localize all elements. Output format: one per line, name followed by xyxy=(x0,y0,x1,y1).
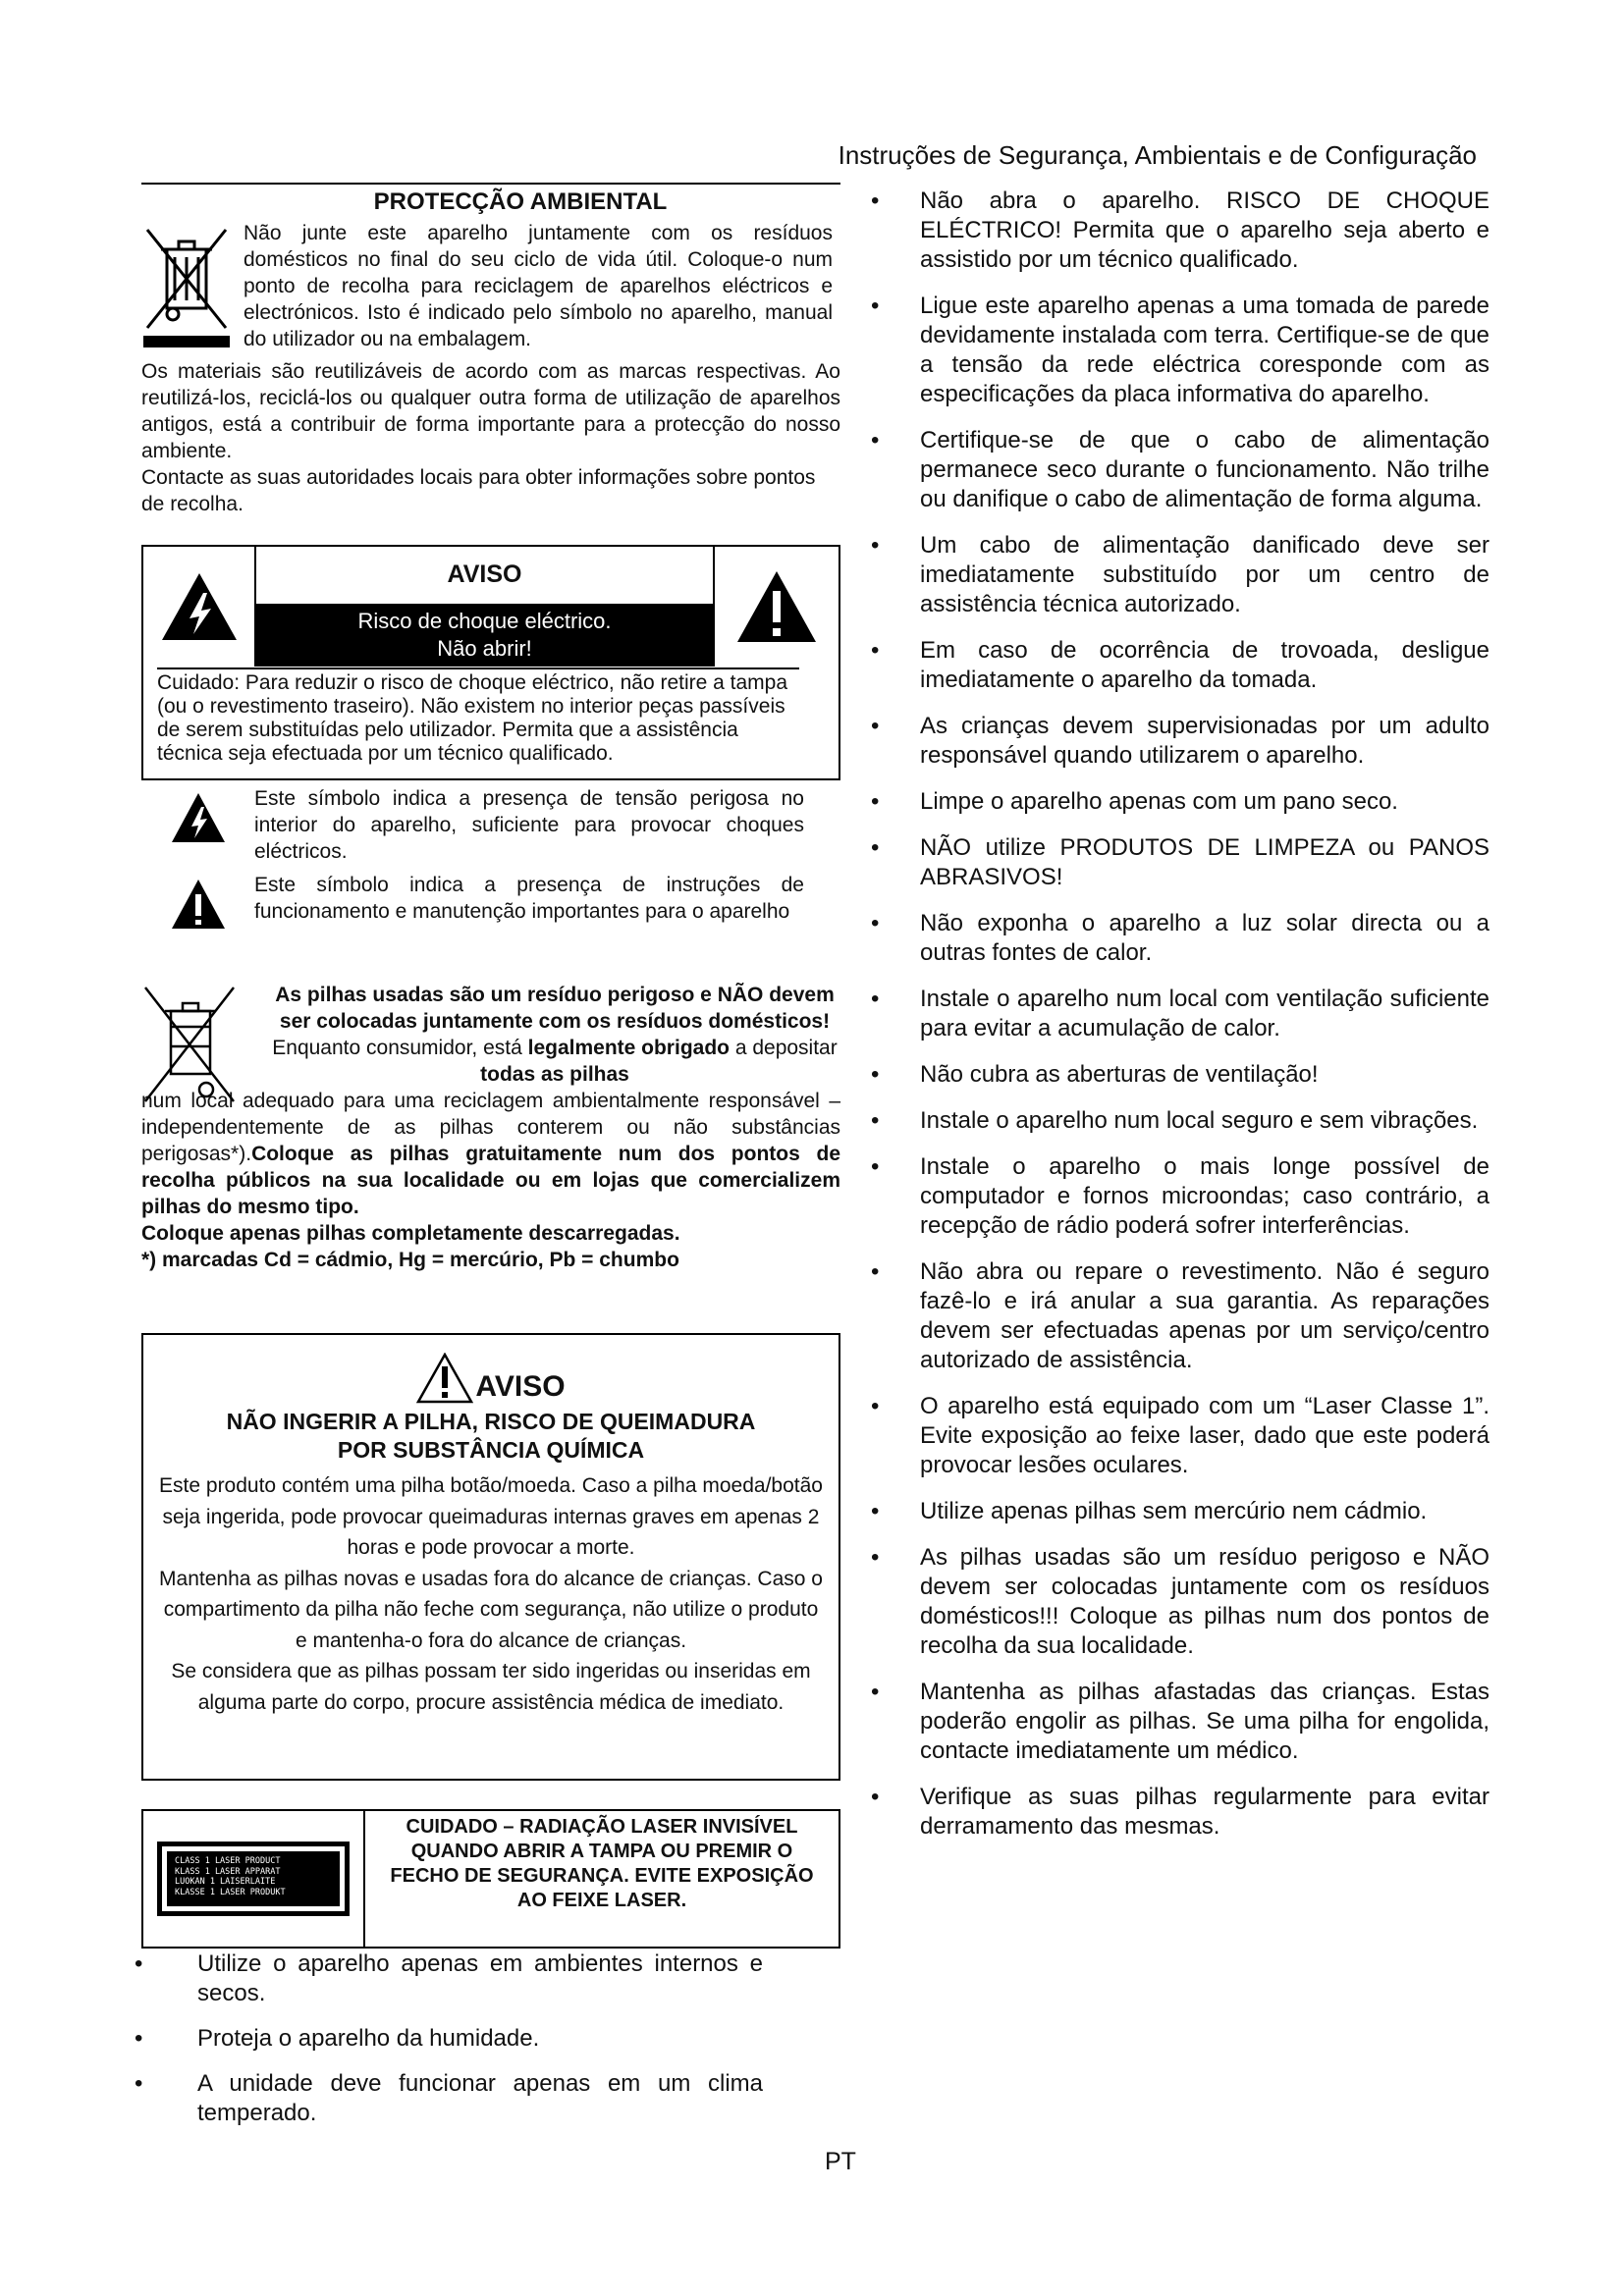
list-item-text: Ligue este aparelho apenas a uma tomada de parede devidamente instalada com terra. Certifique-se de que a tensão da rede eléctrica coresponde com as especificações da placa informativa do aparelho. xyxy=(920,293,1489,407)
lightning-symbol-cell xyxy=(143,547,256,667)
coin-warning-body xyxy=(143,1470,839,1718)
list-item-text: NÃO utilize PRODUTOS DE LIMPEZA ou PANOS ABRASIVOS! xyxy=(920,834,1489,890)
battery-bold-3: todas as pilhas xyxy=(480,1063,629,1086)
list-item xyxy=(871,909,1489,968)
battery-disposal-text xyxy=(141,982,840,1273)
laser-class-label xyxy=(157,1842,350,1916)
bullet-mark: • xyxy=(871,1153,880,1180)
bullet-mark: • xyxy=(871,187,880,214)
page-language-label: PT xyxy=(825,2148,856,2175)
laser-warning-text: CUIDADO – RADIAÇÃO LASER INVISÍVEL QUANDO ABRIR A TAMPA OU PREMIR O FECHO DE SEGURANÇA. EVITE EXPOSIÇÃO AO FEIXE LASER. xyxy=(390,1816,814,1911)
coin-battery-warning-box xyxy=(141,1333,840,1781)
list-item xyxy=(135,2024,763,2054)
crossed-bin-icon xyxy=(141,982,238,1107)
list-item-text: O aparelho está equipado com um “Laser Classe 1”. Evite exposição ao feixe laser, dado que este poderá provocar lesões oculares. xyxy=(920,1393,1489,1478)
lightning-symbol-cell-small xyxy=(141,785,254,865)
exclamation-warning-icon xyxy=(170,878,227,931)
lightning-symbol-row xyxy=(141,785,829,865)
list-item-text: Instale o aparelho num local com ventilação suficiente para evitar a acumulação de calor. xyxy=(920,986,1489,1041)
environment-paragraph-2: Os materiais são reutilizáveis de acordo com as marcas respectivas. Ao reutilizá-los, reciclá-los ou qualquer outra forma de utilização de aparelhos antigos, está a contribuir de forma importante para a protecção do nosso ambiente. xyxy=(141,360,840,462)
coin-warning-body-2: Mantenha as pilhas novas e usadas fora do alcance de crianças. Caso o compartimento da pilha não feche com segurança, não utilize o produto e mantenha-o fora do alcance de crianças. xyxy=(159,1567,823,1652)
crossed-bin-icon xyxy=(141,220,232,349)
exclamation-symbol-text: Este símbolo indica a presença de instruções de funcionamento e manutenção importantes para o aparelho xyxy=(254,874,804,923)
environment-title: PROTECÇÃO AMBIENTAL xyxy=(373,188,668,215)
laser-warning-box xyxy=(141,1809,840,1949)
bullet-mark: • xyxy=(135,2025,143,2052)
list-item-text: Utilize o aparelho apenas em ambientes internos e secos. xyxy=(197,1950,763,2006)
battery-bold-1: As pilhas usadas são um resíduo perigoso e NÃO devem ser colocadas juntamente com os resíduos domésticos! xyxy=(275,984,835,1033)
bullet-mark: • xyxy=(871,788,880,815)
bullet-mark: • xyxy=(871,1107,880,1134)
list-item-text: As crianças devem supervisionadas por um adulto responsável quando utilizarem o aparelho. xyxy=(920,713,1489,769)
exclamation-symbol-row xyxy=(141,872,829,931)
environment-weee-row xyxy=(141,220,840,352)
lightning-symbol-text: Este símbolo indica a presença de tensão perigosa no interior do aparelho, suficiente para provocar choques eléctricos. xyxy=(254,787,804,863)
list-item-text: Não cubra as aberturas de ventilação! xyxy=(920,1061,1319,1088)
bullet-mark: • xyxy=(871,1393,880,1419)
bullet-mark: • xyxy=(871,986,880,1012)
list-item xyxy=(871,426,1489,514)
environment-section xyxy=(141,183,840,517)
shock-warning-box xyxy=(141,545,840,780)
aviso-title: AVISO xyxy=(447,561,522,588)
list-item xyxy=(135,2069,763,2128)
bullet-mark: • xyxy=(871,1544,880,1571)
bullet-mark: • xyxy=(871,1061,880,1088)
shock-risk-line-2: Não abrir! xyxy=(437,636,532,661)
list-item xyxy=(871,531,1489,619)
list-item xyxy=(871,1392,1489,1480)
bullet-mark: • xyxy=(871,532,880,559)
bullet-mark: • xyxy=(871,713,880,739)
left-bullet-list xyxy=(135,1949,763,2144)
environment-paragraph-1: Não junte este aparelho juntamente com os resíduos domésticos no final do seu ciclo de vida útil. Coloque-o num ponto de recolha para reciclagem de aparelhos eléctricos e electrónicos. Isto é indicado pelo símbolo no aparelho, manual do utilizador ou na embalagem. xyxy=(244,222,833,350)
list-item-text: Instale o aparelho o mais longe possível de computador e fornos microondas; caso contrário, a recepção de rádio poderá sofrer interferências. xyxy=(920,1153,1489,1239)
shock-risk-band xyxy=(256,604,713,667)
bullet-mark: • xyxy=(871,637,880,664)
list-item xyxy=(871,787,1489,817)
lightning-warning-icon xyxy=(170,791,227,844)
bullet-mark: • xyxy=(871,427,880,454)
battery-bold-6: *) marcadas Cd = cádmio, Hg = mercúrio, Pb = chumbo xyxy=(141,1249,679,1271)
list-item-text: Verifique as suas pilhas regularmente para evitar derramamento das mesmas. xyxy=(920,1784,1489,1840)
laser-label-line: CLASS 1 LASER PRODUCT xyxy=(175,1856,281,1866)
list-item-text: Instale o aparelho num local seguro e sem vibrações. xyxy=(920,1107,1479,1134)
list-item xyxy=(871,1257,1489,1375)
list-item-text: Um cabo de alimentação danificado deve ser imediatamente substituído por um centro de assistência técnica autorizado. xyxy=(920,532,1489,617)
laser-label-line: KLASS 1 LASER APPARAT xyxy=(175,1866,281,1877)
battery-continued xyxy=(141,1088,840,1220)
caution-text: Cuidado: Para reduzir o risco de choque eléctrico, não retire a tampa (ou o revestimento traseiro). Não existem no interior peças passíveis de serem substituídas pelo utilizador. Permita que a assistência técnica seja efectuada por um técnico qualificado. xyxy=(157,667,799,766)
battery-normal-2: a depositar xyxy=(729,1037,838,1059)
bullet-mark: • xyxy=(871,293,880,319)
bullet-mark: • xyxy=(871,910,880,936)
list-item-text: A unidade deve funcionar apenas em um clima temperado. xyxy=(197,2070,763,2126)
bullet-mark: • xyxy=(871,1679,880,1705)
list-item-text: Utilize apenas pilhas sem mercúrio nem cádmio. xyxy=(920,1498,1428,1524)
coin-warning-subtitle-1: NÃO INGERIR A PILHA, RISCO DE QUEIMADURA xyxy=(226,1409,756,1434)
exclamation-warning-icon xyxy=(735,569,818,644)
list-item-text: Certifique-se de que o cabo de alimentação permanece seco durante o funcionamento. Não trilhe ou danifique o cabo de alimentação de forma alguma. xyxy=(920,427,1489,512)
list-item xyxy=(871,292,1489,409)
list-item-text: Não abra o aparelho. RISCO DE CHOQUE ELÉCTRICO! Permita que o aparelho seja aberto e assistido por um técnico qualificado. xyxy=(920,187,1489,273)
section-divider xyxy=(141,183,840,185)
shock-risk-line-1: Risco de choque eléctrico. xyxy=(357,609,612,633)
list-item xyxy=(871,833,1489,892)
list-item xyxy=(871,636,1489,695)
list-item xyxy=(871,1543,1489,1661)
list-item xyxy=(871,712,1489,771)
battery-bold-4: Coloque as pilhas gratuitamente num dos pontos de recolha públicos na sua localidade ou em lojas que comercializem pilhas do mesmo tipo. xyxy=(141,1143,840,1218)
laser-label-cell xyxy=(143,1811,365,1947)
list-item-text: Mantenha as pilhas afastadas das crianças. Estas poderão engolir as pilhas. Se uma pilha for engolida, contacte imediatamente um médico. xyxy=(920,1679,1489,1764)
battery-normal-3: num local adequado para uma reciclagem ambientalmente responsável – independentemente de as pilhas conterem ou não substâncias perigosas*). xyxy=(141,1090,840,1165)
bullet-mark: • xyxy=(135,1950,143,1977)
bullet-mark: • xyxy=(871,834,880,861)
exclamation-symbol-cell xyxy=(713,547,839,667)
list-item xyxy=(871,1106,1489,1136)
list-item xyxy=(871,1152,1489,1241)
coin-warning-subtitle xyxy=(143,1408,839,1465)
list-item-text: Não exponha o aparelho a luz solar directa ou a outras fontes de calor. xyxy=(920,910,1489,966)
coin-warning-body-3: Se considera que as pilhas possam ter sido ingeridas ou inseridas em alguma parte do corpo, procure assistência médica de imediato. xyxy=(171,1660,811,1714)
laser-label-line: KLASSE 1 LASER PRODUKT xyxy=(175,1887,286,1897)
lightning-warning-icon xyxy=(160,571,239,642)
environment-paragraph-3: Contacte as suas autoridades locais para obter informações sobre pontos de recolha. xyxy=(141,466,816,515)
list-item xyxy=(871,985,1489,1043)
list-item-text: Proteja o aparelho da humidade. xyxy=(197,2025,540,2052)
coin-warning-body-1: Este produto contém uma pilha botão/moeda. Caso a pilha moeda/botão seja ingerida, pode provocar queimaduras internas graves em apenas 2 horas e pode provocar a morte. xyxy=(159,1474,823,1559)
bullet-mark: • xyxy=(871,1784,880,1810)
coin-warning-title: AVISO xyxy=(475,1370,566,1403)
laser-label-line: LUOKAN 1 LAISERLAITE xyxy=(175,1877,276,1887)
list-item xyxy=(135,1949,763,2008)
list-item xyxy=(871,1060,1489,1090)
battery-disposal-section xyxy=(141,982,840,1273)
aviso-center xyxy=(256,547,713,667)
list-item xyxy=(871,1678,1489,1766)
list-item-text: Não abra ou repare o revestimento. Não é seguro fazê-lo e irá anular a sua garantia. As reparações devem ser efectuadas apenas por um serviço/centro autorizado de assistência. xyxy=(920,1258,1489,1373)
list-item-text: As pilhas usadas são um resíduo perigoso e NÃO devem ser colocadas juntamente com os resíduos domésticos!!! Coloque as pilhas num dos pontos de recolha da sua localidade. xyxy=(920,1544,1489,1659)
exclamation-symbol-cell-small xyxy=(141,872,254,931)
list-item-text: Limpe o aparelho apenas com um pano seco. xyxy=(920,788,1398,815)
bullet-mark: • xyxy=(871,1498,880,1524)
page-header-title: Instruções de Segurança, Ambientais e de Configuração xyxy=(838,140,1477,170)
battery-bold-2: legalmente obrigado xyxy=(527,1037,730,1059)
battery-normal-1: Enquanto consumidor, está xyxy=(272,1037,528,1059)
bullet-mark: • xyxy=(871,1258,880,1285)
list-item-text: Em caso de ocorrência de trovoada, desligue imediatamente o aparelho da tomada. xyxy=(920,637,1489,693)
list-item xyxy=(871,1783,1489,1842)
coin-warning-title-row xyxy=(143,1353,839,1404)
list-item xyxy=(871,187,1489,275)
coin-warning-subtitle-2: POR SUBSTÂNCIA QUÍMICA xyxy=(337,1437,645,1463)
battery-bold-5: Coloque apenas pilhas completamente descarregadas. xyxy=(141,1222,680,1245)
list-item xyxy=(871,1497,1489,1526)
right-bullet-list xyxy=(871,187,1489,1858)
warning-triangle-icon xyxy=(416,1353,473,1404)
bullet-mark: • xyxy=(135,2070,143,2097)
